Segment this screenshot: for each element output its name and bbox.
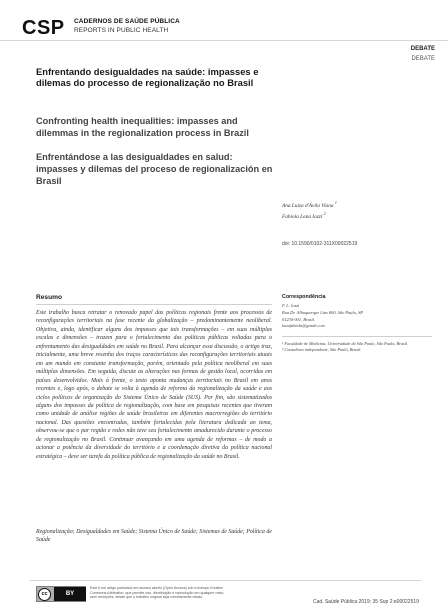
- abstract-text: Este trabalho busca retratar o renovado papel das políticas regionais frente aos processos de reconfigurações territoriais na fase recente da globalização – predominantemente neoliberal. Objetiva, ainda, identificar alguns dos impasses que tais transformações – em suas múltiplas escalas e dimensões – trazem para o fortalecimento das políticas públicas voltadas para o enfrentamento das desigualdades em saúde no Brasil. Para alcançar essa discussão, o artigo traz, inicialmente, uma breve resenha dos traços característicos das reconfigurações territoriais atuais em um mundo em constante transformação, porém, orientado pela política neoliberal em suas múltiplas dimensões. Em seguida, discute as alterações nas formas de gestão local, ocorridas em países desenvolvidos. Mais à frente, o texto aponta mudanças territoriais no Brasil em anos recentes e, logo após, o debate se volta à agenda de reforma da regionalização da saúde e aos ciclos políticos de organização do Sistema Único de Saúde (SUS). Por fim, são sistematizados alguns dos impasses da política de regionalização, com base em pesquisas recentes que tiveram como unidade de análise regiões de saúde brasileiras em diferentes macrorregiões do território nacional. Das questões encontradas, também fortalecidas pela literatura dedicada ao tema, observou-se que o par região e redes não teve seu fortalecimento amadurecido durante o processo de regionalização no Brasil. Continuar avançando em uma agenda de reformas – de modo a acionar a potência da diversidade do território e a coordenação diretiva da política nacional estratégica – deve ser tarefa da política pública de regionalização da saúde no Brasil.: [36, 310, 272, 460]
- correspondence-line: 01230-001, Brasil.: [282, 316, 316, 322]
- doi-link[interactable]: doi: 10.1590/0102-311X00022519: [282, 241, 358, 247]
- author: [282, 200, 337, 209]
- article-title-es: Enfrentándose a las desigualdades en salud: impasses y dilemas del proceso de regionalización en Brasil: [36, 152, 273, 186]
- license-text: Este é um artigo publicado em acesso aberto (Open Access) sob a licença Creative Commons Attribution, que permite uso, distribuição e reprodução em qualquer meio, sem restrições, desde que o trabalho original seja corretamente citado.: [90, 586, 225, 600]
- correspondence-line: Rua Dr. Albuquerque Lins 800, São Paulo, SP: [282, 309, 363, 315]
- abstract-divider: [36, 304, 272, 305]
- header-divider: [0, 40, 448, 41]
- attribution-icon: BY: [54, 587, 86, 601]
- correspondence-heading: Correspondência: [282, 294, 326, 300]
- journal-name-pt: CADERNOS DE SAÚDE PÚBLICA: [74, 18, 180, 25]
- article-title-en: Confronting health inequalities: impasses and dilemmas in the regionalization process in Brazil: [36, 116, 249, 138]
- correspondence-email[interactable]: lanafabiola@gmail.com: [282, 323, 325, 329]
- author: [282, 211, 326, 220]
- keywords: Regionalização; Desigualdades em Saúde; Sistema Único de Saúde; Sistemas de Saúde; Política de Saúde: [36, 529, 272, 544]
- section-label: DEBATE: [410, 46, 435, 52]
- article-title-pt: Enfrentando desigualdades na saúde: impasses e dilemas do processo de regionalização no Brasil: [36, 66, 259, 89]
- author-affiliation-marker: 1: [334, 200, 337, 205]
- affiliation: ² Consultora independente, São Paulo, Brasil.: [282, 347, 362, 353]
- abstract-heading: Resumo: [36, 294, 63, 301]
- journal-logo: CSP: [22, 17, 65, 39]
- affiliation: ¹ Faculdade de Medicina, Universidade de São Paulo, São Paulo, Brasil.: [282, 341, 409, 346]
- affiliation-divider: [282, 336, 432, 337]
- creative-commons-icon: cc: [38, 588, 51, 601]
- affiliations-block: [282, 341, 432, 353]
- author-name: Ana Luiza d'Ávila Viana: [282, 202, 334, 209]
- correspondence-block: [282, 303, 422, 330]
- section-label-secondary: DEBATE: [411, 56, 435, 62]
- correspondence-line: F. L. Iozzi: [282, 303, 300, 308]
- journal-name-en: REPORTS IN PUBLIC HEALTH: [74, 27, 169, 34]
- citation: Cad. Saúde Pública 2019; 35 Sup 2:e00022519: [313, 599, 419, 605]
- footer-divider: [30, 580, 422, 581]
- author-affiliation-marker: 2: [323, 211, 326, 216]
- cc-by-license-badge[interactable]: [36, 586, 86, 602]
- author-name: Fabíola Lana Iozzi: [282, 213, 323, 220]
